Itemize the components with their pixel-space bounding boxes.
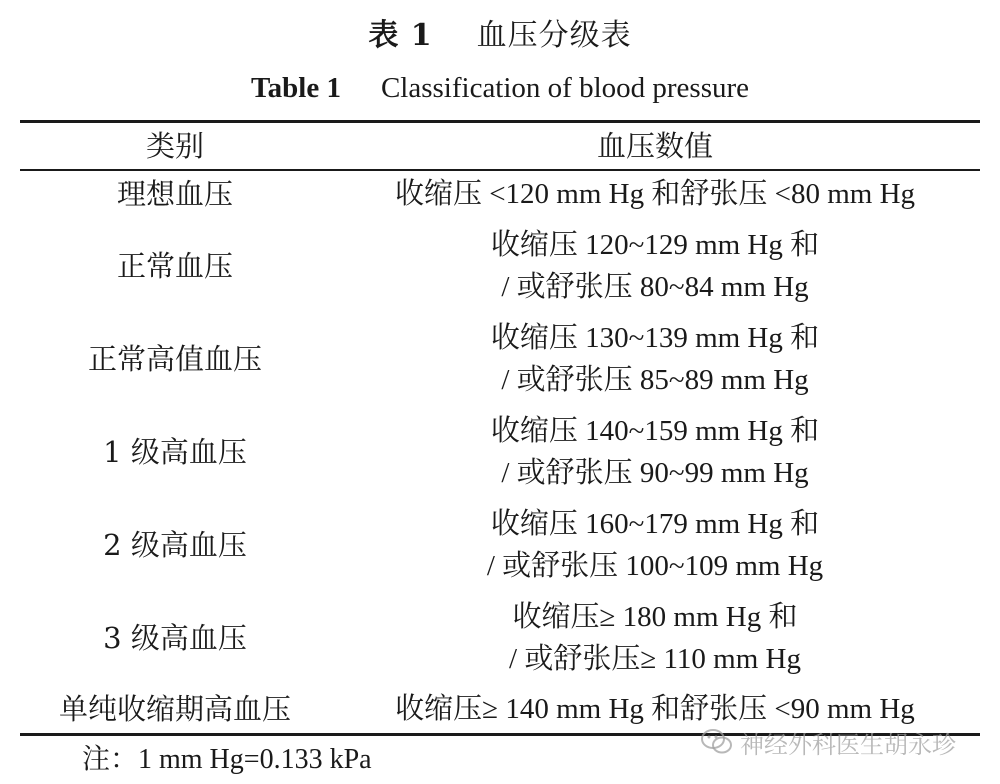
blood-pressure-table (20, 123, 980, 734)
value-line: 收缩压 140~159 mm Hg 和 (490, 414, 820, 447)
watermark (700, 722, 956, 762)
value-line: 收缩压≥ 180 mm Hg 和 (512, 600, 798, 633)
table-row (20, 169, 980, 219)
table-row (20, 498, 980, 591)
table-title-chinese (0, 16, 1000, 56)
value-line: 收缩压≥ 140 mm Hg 和舒张压 <90 mm Hg (395, 693, 915, 725)
value-line: / 或舒张压 85~89 mm Hg (501, 363, 809, 396)
table-title-cn-text: 血压分级表 (476, 18, 632, 53)
value-cell (330, 219, 980, 312)
value-line: / 或舒张压 80~84 mm Hg (501, 270, 809, 303)
value-cell (330, 169, 980, 219)
value-line: 收缩压 160~179 mm Hg 和 (490, 507, 820, 540)
value-line: 收缩压 120~129 mm Hg 和 (490, 228, 820, 261)
value-line: / 或舒张压 100~109 mm Hg (486, 549, 824, 582)
header-category: 类别 (145, 129, 204, 163)
value-cell (330, 591, 980, 684)
table-row (20, 405, 980, 498)
value-line: 收缩压 130~139 mm Hg 和 (490, 321, 820, 354)
watermark-text: 神经外科医生胡永珍 (740, 730, 956, 759)
value-line: / 或舒张压≥ 110 mm Hg (509, 642, 801, 675)
table-row (20, 312, 980, 405)
category-cell: 单纯收缩期高血压 (58, 692, 291, 726)
value-cell (330, 312, 980, 405)
category-cell: 2 级高血压 (103, 527, 247, 562)
table-row (20, 219, 980, 312)
category-cell: 正常高值血压 (87, 341, 262, 376)
category-cell: 理想血压 (116, 177, 233, 211)
table-number-cn: 表 1 (368, 18, 433, 53)
category-cell: 正常血压 (116, 248, 233, 283)
category-cell: 3 级高血压 (103, 620, 247, 655)
table-header-row (20, 123, 980, 169)
header-value: 血压数值 (596, 129, 713, 163)
table-footnote: 注：1 mm Hg=0.133 kPa (82, 744, 372, 775)
category-cell: 1 级高血压 (103, 434, 247, 469)
table-title-english (0, 68, 1000, 108)
table-title-en-text: Classification of blood pressure (380, 72, 750, 104)
value-cell (330, 405, 980, 498)
value-line: / 或舒张压 90~99 mm Hg (501, 456, 809, 489)
value-line: 收缩压 <120 mm Hg 和舒张压 <80 mm Hg (394, 178, 916, 210)
table-number-en: Table 1 (250, 72, 341, 104)
wechat-icon (700, 728, 734, 756)
value-cell (330, 498, 980, 591)
table-row (20, 591, 980, 684)
